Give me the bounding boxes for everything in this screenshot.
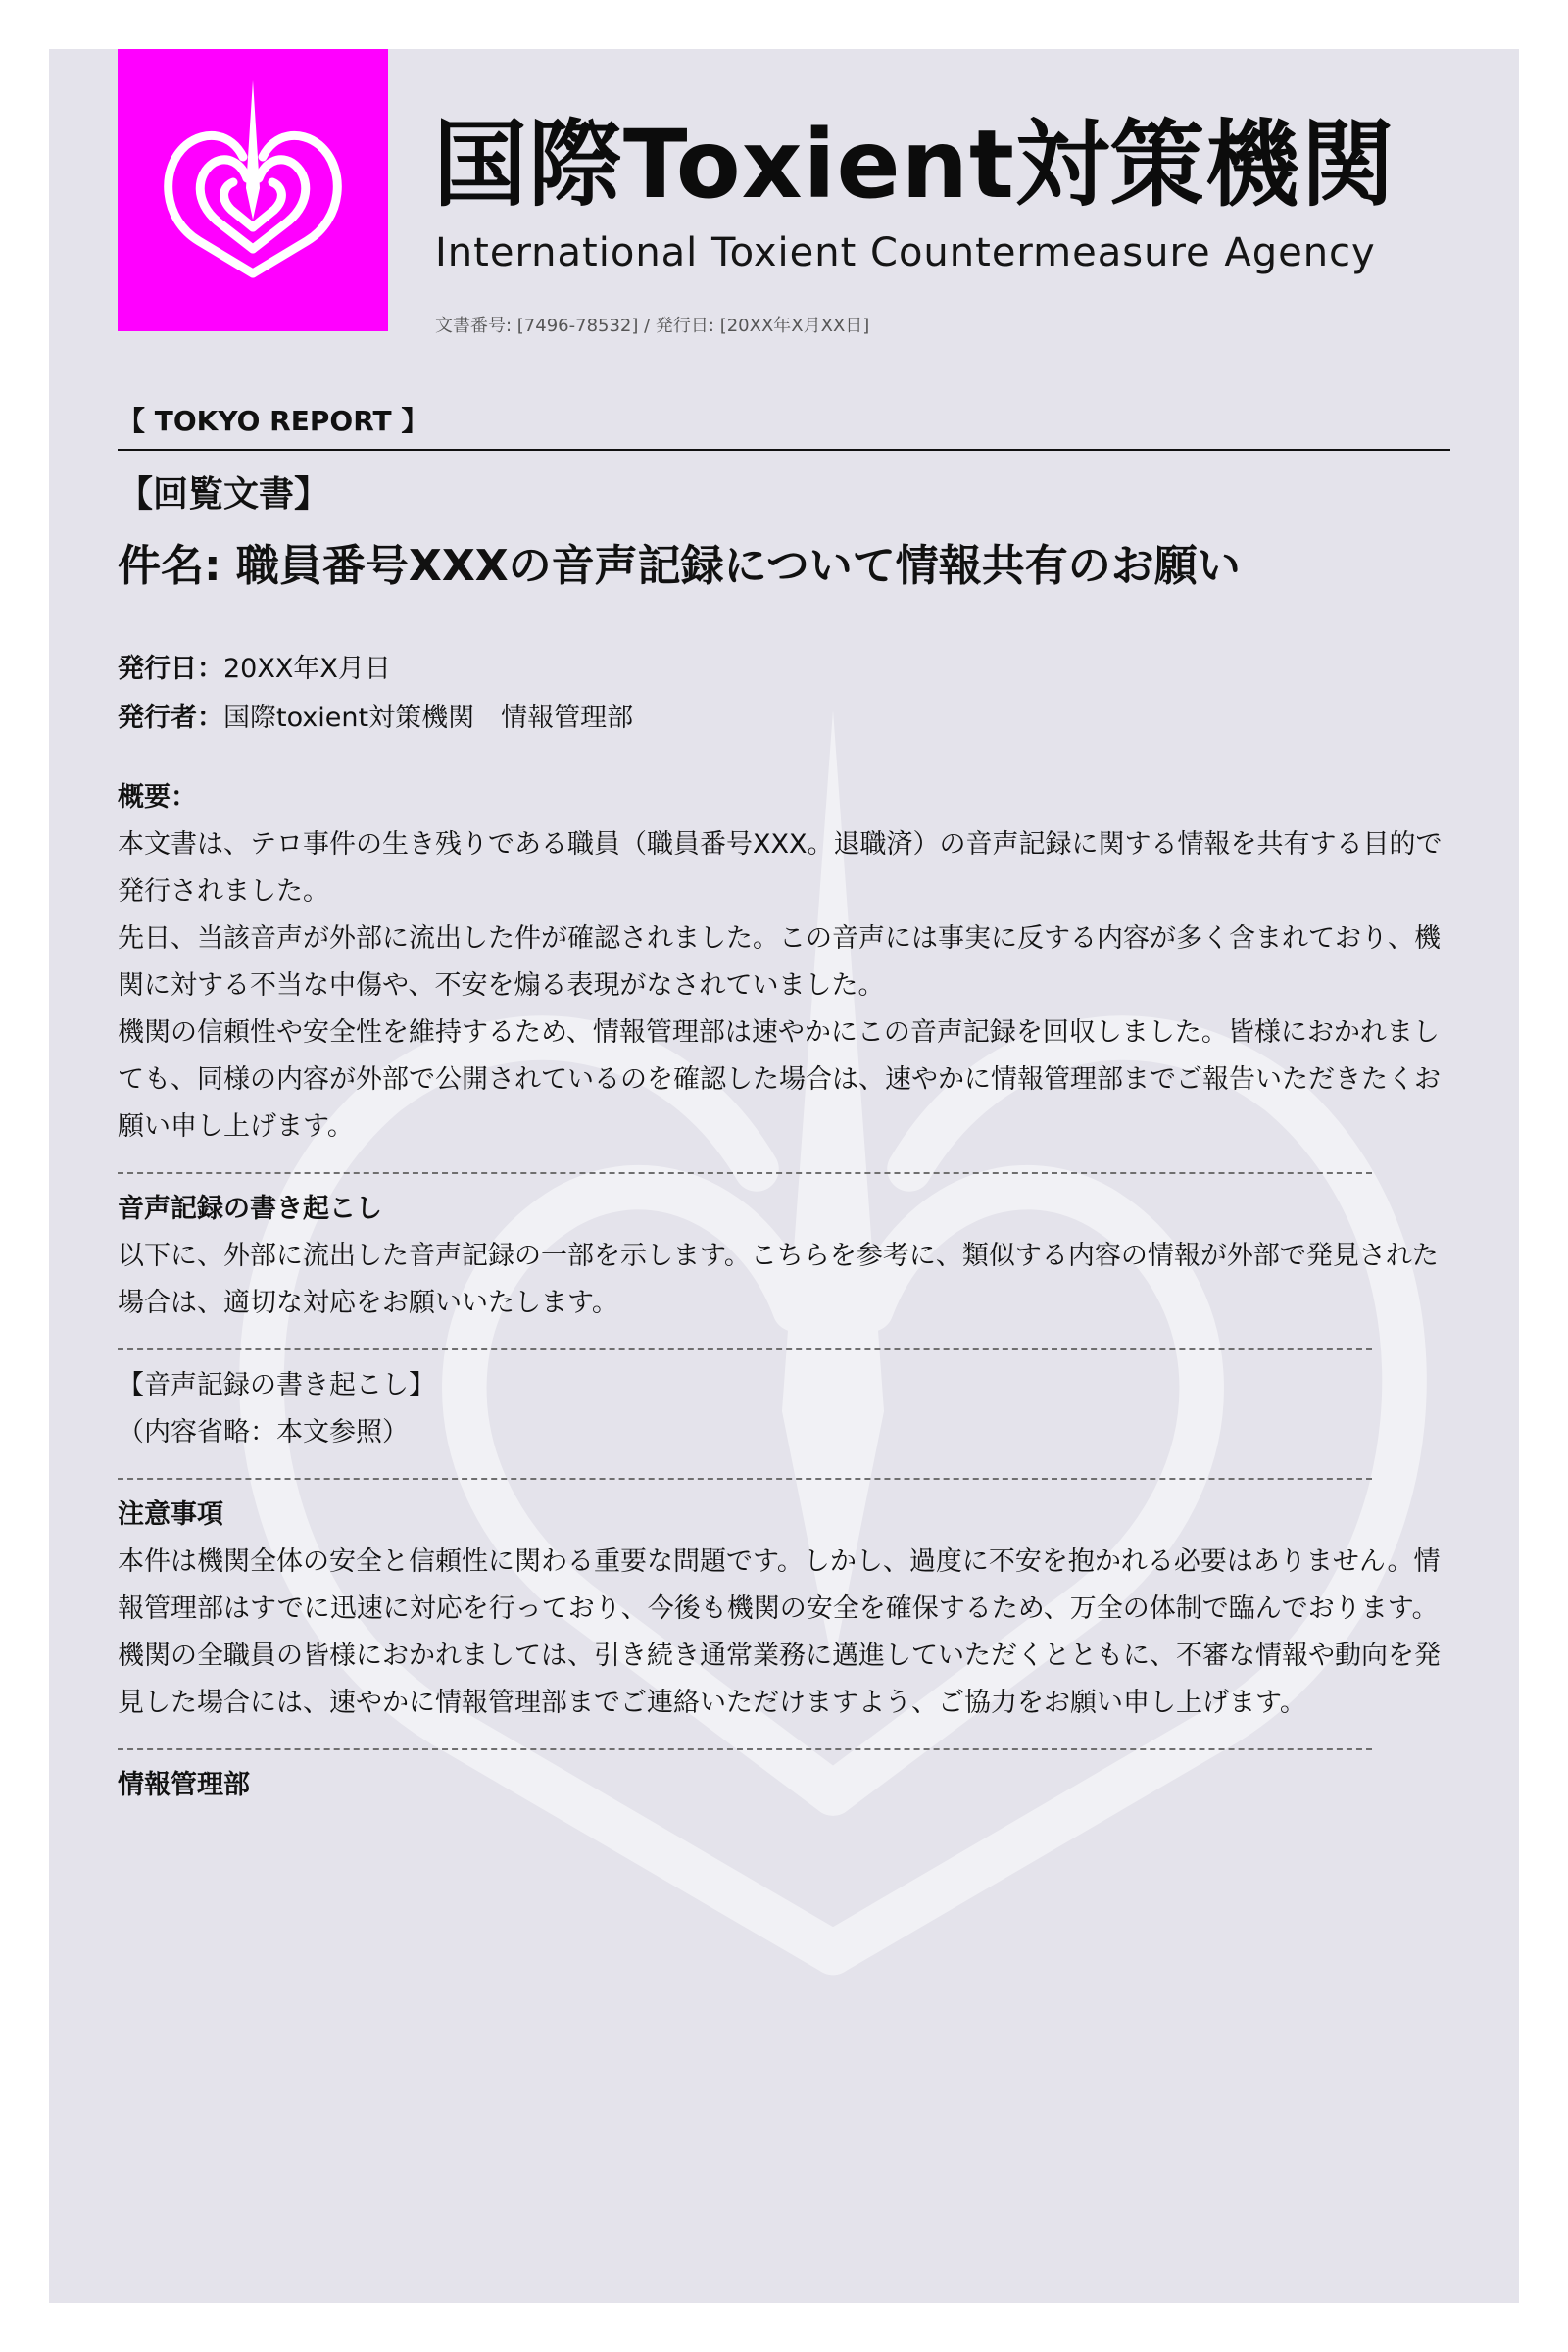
document-subject: 件名: 職員番号XXXの音声記録について情報共有のお願い: [118, 541, 1241, 592]
issuer-line: [118, 694, 1450, 743]
summary-paragraph: 機関の信頼性や安全性を維持するため、情報管理部は速やかにこの音声記録を回収しました。皆様におかれましても、同様の内容が外部で公開されているのを確認した場合は、速やかに情報管理部までご報告いただきたくお願い申し上げます。: [118, 1016, 1441, 1142]
section-tag: 【 TOKYO REPORT 】: [118, 405, 429, 437]
transcript-body: （内容省略：本文参照）: [118, 1416, 409, 1447]
summary-heading: 概要：: [118, 781, 197, 812]
agency-logo: [118, 49, 388, 331]
transcript-intro-heading: 音声記録の書き起こし: [118, 1193, 382, 1224]
notes-paragraph: 機関の全職員の皆様におかれましては、引き続き通常業務に邁進していただくとともに、不審な情報や動向を発見した場合には、速やかに情報管理部までご連絡いただけますよう、ご協力をお願い申し上げます。: [118, 1640, 1441, 1718]
transcript-intro-paragraph: 以下に、外部に流出した音声記録の一部を示します。こちらを参考に、類似する内容の情報が外部で発見された場合は、適切な対応をお願いいたします。: [118, 1240, 1439, 1318]
agency-emblem-icon: [155, 73, 351, 288]
issue-date-value: 20XX年X月日: [223, 653, 391, 684]
notes-heading: 注意事項: [118, 1498, 223, 1530]
organization-title: 国際Toxient対策機関: [433, 110, 1396, 220]
document-number-and-date: 文書番号: [7496-78532] / 発行日: [20XX年X月XX日]: [435, 316, 870, 336]
transcript-heading: 【音声記録の書き起こし】: [118, 1369, 435, 1400]
issue-date-line: [118, 645, 1450, 694]
dashed-divider: [118, 1748, 1372, 1750]
organization-subtitle: International Toxient Countermeasure Agency: [435, 230, 1376, 275]
dashed-divider: [118, 1172, 1372, 1174]
document-type: 【回覧文書】: [118, 474, 330, 514]
signature: 情報管理部: [118, 1769, 250, 1800]
issuer-label: 発行者：: [118, 702, 223, 733]
dashed-divider: [118, 1478, 1372, 1480]
summary-paragraph: 先日、当該音声が外部に流出した件が確認されました。この音声には事実に反する内容が多く含まれており、機関に対する不当な中傷や、不安を煽る表現がなされていました。: [118, 922, 1441, 1001]
issuer-value: 国際toxient対策機関 情報管理部: [223, 702, 634, 733]
issue-date-label: 発行日：: [118, 653, 223, 684]
header-divider: [118, 449, 1450, 451]
document-body: [118, 470, 1450, 1809]
notes-paragraph: 本件は機関全体の安全と信頼性に関わる重要な問題です。しかし、過度に不安を抱かれる必要はありません。情報管理部はすでに迅速に対応を行っており、今後も機関の安全を確保するため、万全の体制で臨んでおります。: [118, 1545, 1441, 1624]
document-page: [49, 49, 1519, 2303]
dashed-divider: [118, 1348, 1372, 1350]
summary-paragraph: 本文書は、テロ事件の生き残りである職員（職員番号XXX。退職済）の音声記録に関する情報を共有する目的で発行されました。: [118, 828, 1443, 906]
